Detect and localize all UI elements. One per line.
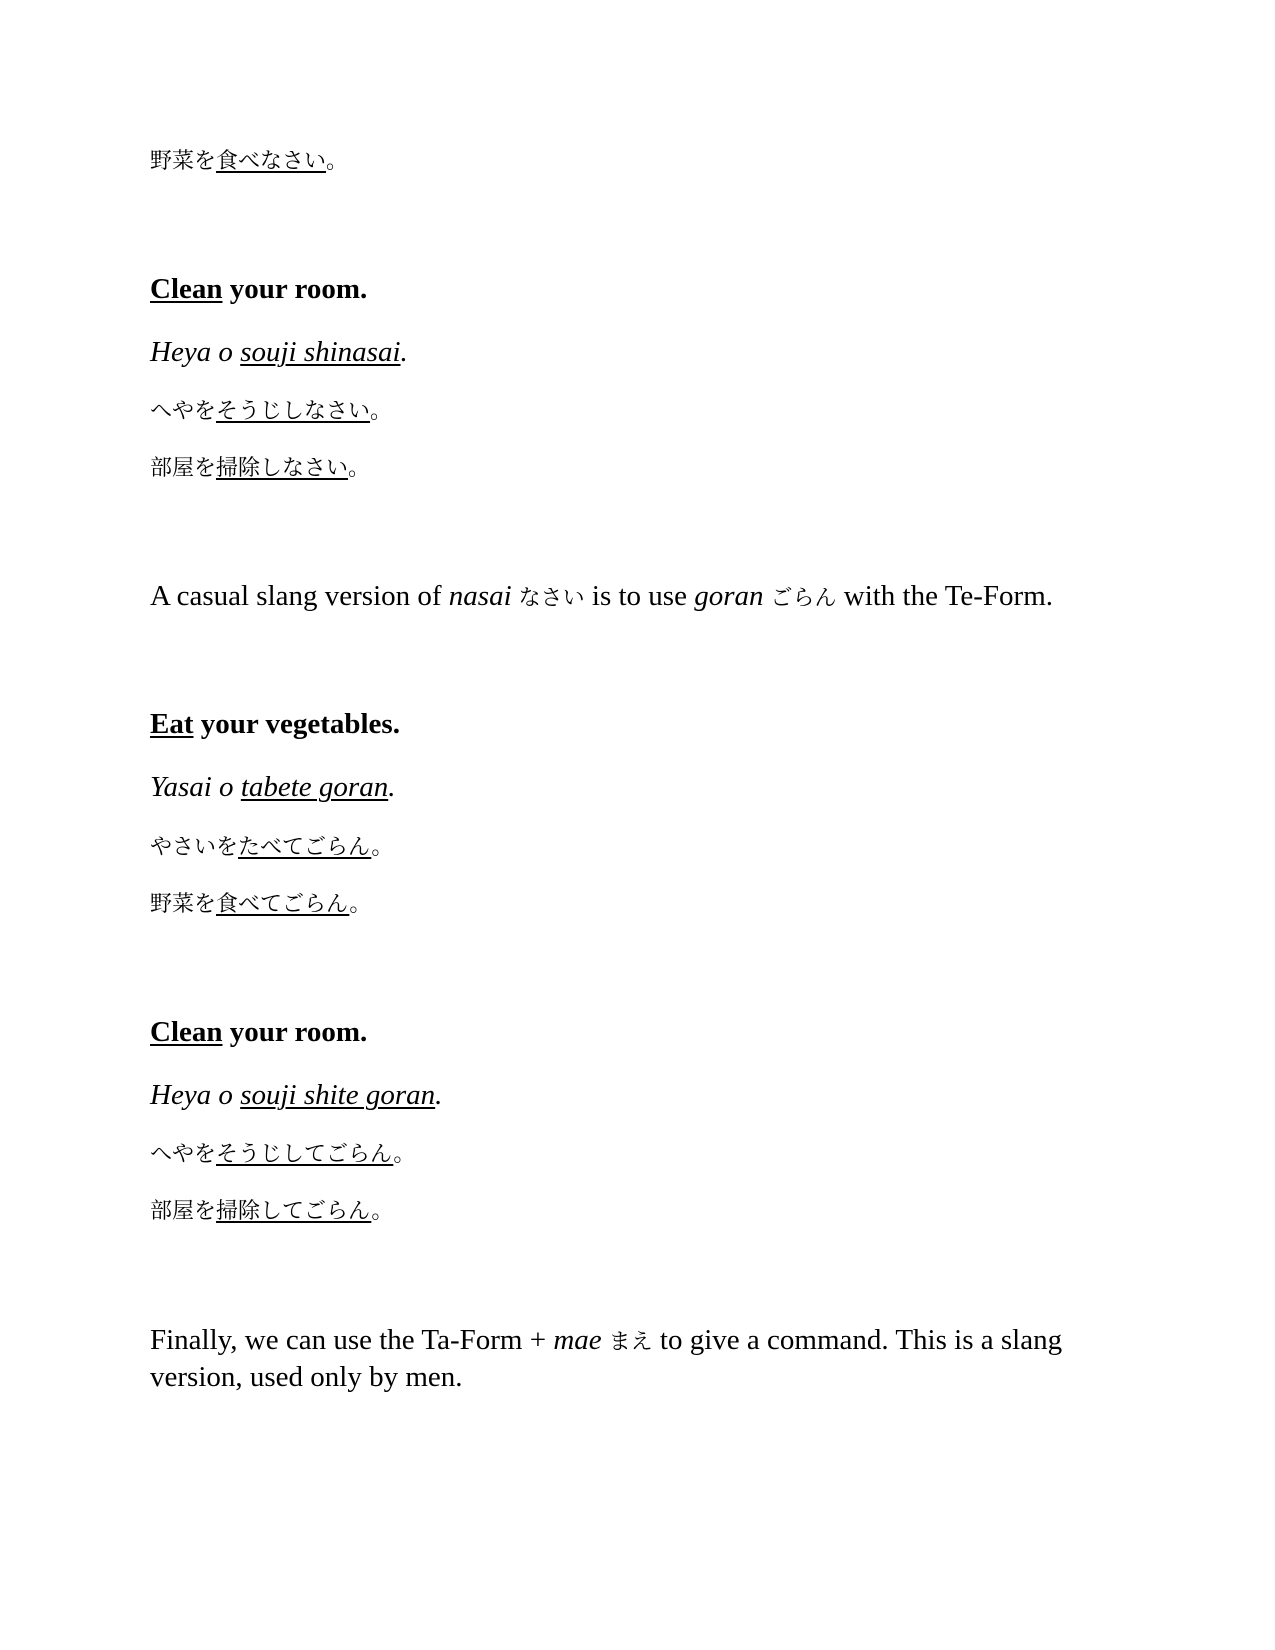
- japanese-term: まえ: [601, 1330, 653, 1355]
- underlined-verb: 掃除しなさい: [216, 456, 349, 481]
- text-segment: 。: [326, 149, 349, 174]
- text-segment: へやを: [150, 1142, 217, 1167]
- kanji-sentence-eat-nasai: [150, 148, 348, 176]
- text-segment: 。: [371, 835, 394, 860]
- text-segment: 部屋を: [150, 456, 217, 481]
- text-segment: to give a command. This is a slang version, used only by men.: [150, 1324, 1063, 1393]
- text-segment: 。: [393, 1142, 416, 1167]
- kanji-sentence-souji-shinasai: [150, 455, 370, 483]
- text-segment: .: [435, 1079, 443, 1111]
- text-segment: your room.: [222, 273, 368, 305]
- text-segment: is to use: [584, 580, 695, 612]
- text-segment: with the Te-Form.: [836, 580, 1054, 612]
- japanese-term: なさい: [511, 586, 585, 611]
- text-segment: 野菜を: [150, 892, 217, 917]
- kana-sentence-souji-shinasai: [150, 398, 392, 426]
- text-segment: 部屋を: [150, 1199, 217, 1224]
- kanji-sentence-tabete-goran: [150, 891, 371, 919]
- paragraph-mae-explanation: [150, 1323, 1125, 1395]
- english-example-eat-vegetables: [150, 707, 400, 742]
- paragraph-goran-explanation: [150, 579, 1053, 616]
- kanji-sentence-souji-shite-goran: [150, 1198, 393, 1226]
- underlined-verb: 掃除してごらん: [216, 1199, 372, 1224]
- text-segment: Heya o: [150, 336, 241, 368]
- text-segment: your room.: [222, 1016, 368, 1048]
- kana-sentence-tabete-goran: [150, 834, 393, 862]
- text-segment: 。: [348, 456, 371, 481]
- underlined-verb: souji shinasai: [240, 336, 401, 368]
- underlined-verb: tabete goran: [240, 771, 389, 803]
- romaji-term: mae: [553, 1324, 602, 1356]
- underlined-verb: Clean: [150, 1016, 223, 1048]
- text-segment: 野菜を: [150, 149, 217, 174]
- japanese-term: ごらん: [763, 586, 837, 611]
- text-segment: 。: [349, 892, 372, 917]
- romaji-sentence-tabete-goran: [150, 770, 395, 805]
- english-example-clean-room: [150, 272, 367, 307]
- text-segment: Finally, we can use the Ta-Form +: [150, 1324, 554, 1356]
- underlined-verb: souji shite goran: [240, 1079, 436, 1111]
- text-segment: Yasai o: [150, 771, 241, 803]
- text-segment: your vegetables.: [193, 708, 400, 740]
- text-segment: Heya o: [150, 1079, 241, 1111]
- underlined-verb: 食べてごらん: [216, 892, 350, 917]
- romaji-term: nasai: [448, 580, 512, 612]
- romaji-term: goran: [694, 580, 764, 612]
- english-example-clean-room-2: [150, 1015, 367, 1050]
- kana-sentence-souji-shite-goran: [150, 1141, 415, 1169]
- text-segment: .: [400, 336, 408, 368]
- text-segment: 。: [370, 399, 393, 424]
- underlined-verb: 食べなさい: [216, 149, 327, 174]
- underlined-verb: Eat: [150, 708, 194, 740]
- text-segment: 。: [371, 1199, 394, 1224]
- text-segment: へやを: [150, 399, 217, 424]
- romaji-sentence-souji-shite-goran: [150, 1078, 442, 1113]
- text-segment: .: [388, 771, 396, 803]
- underlined-verb: そうじしてごらん: [216, 1142, 394, 1167]
- text-segment: やさいを: [150, 835, 239, 860]
- romaji-sentence-souji-shinasai: [150, 335, 408, 370]
- underlined-verb: Clean: [150, 273, 223, 305]
- text-segment: A casual slang version of: [150, 580, 449, 612]
- underlined-verb: そうじしなさい: [216, 399, 371, 424]
- underlined-verb: たべてごらん: [238, 835, 372, 860]
